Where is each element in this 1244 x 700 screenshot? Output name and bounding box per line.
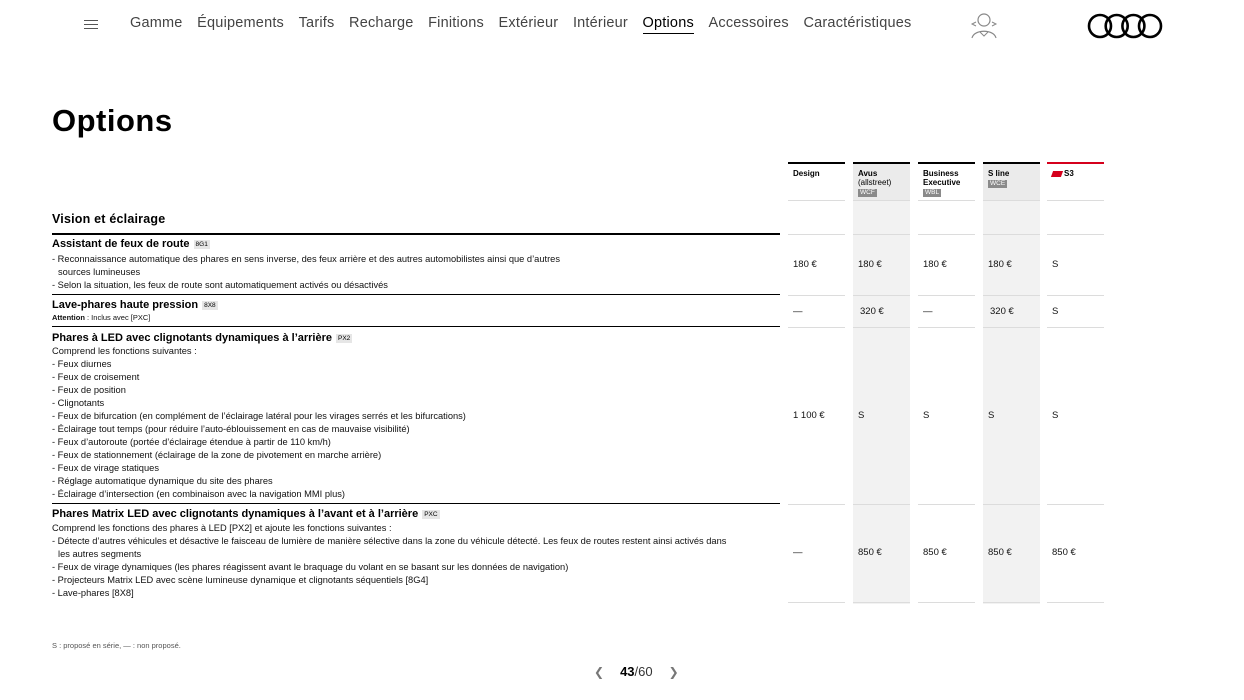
legend-footnote: S : proposé en série, — : non proposé. — [52, 641, 181, 650]
note-text: : Inclus avec [PXC] — [87, 313, 151, 322]
current-page: 43 — [620, 664, 635, 679]
column-separator — [788, 200, 845, 201]
description-line: - Réglage automatique dynamique du site des phares — [52, 476, 273, 486]
option-name: Assistant de feux de route — [52, 238, 190, 250]
column-separator — [918, 504, 975, 505]
description-line: - Lave-phares [8X8] — [52, 588, 134, 598]
column-separator — [853, 327, 910, 328]
column-separator — [983, 504, 1040, 505]
audi-logo-icon — [1087, 12, 1163, 40]
section-rule — [52, 233, 780, 235]
description-line: Comprend les fonctions des phares à LED [PX2] et ajoute les fonctions suivantes : — [52, 523, 392, 533]
column-header-s3 — [1047, 162, 1104, 200]
column-header-sline — [983, 162, 1040, 200]
option-description — [52, 253, 777, 292]
price-avus: 180 € — [858, 259, 882, 270]
option-note — [52, 313, 777, 323]
column-name: S line — [988, 169, 1010, 178]
price-design: — — [793, 547, 803, 558]
column-separator — [983, 234, 1040, 235]
column-separator — [853, 234, 910, 235]
description-line: - Éclairage d’intersection (en combinaison avec la navigation MMI plus) — [52, 489, 345, 499]
column-header-design — [788, 162, 845, 200]
nav-links — [130, 15, 926, 34]
option-name: Phares à LED avec clignotants dynamiques à l’arrière — [52, 332, 333, 344]
option-title — [52, 332, 352, 344]
column-separator — [853, 200, 910, 201]
nav-item-options[interactable]: Options — [643, 15, 694, 34]
column-separator — [1047, 295, 1104, 296]
column-separator — [918, 327, 975, 328]
column-separator — [788, 295, 845, 296]
nav-item-accessoires[interactable]: Accessoires — [708, 15, 789, 31]
column-name: Avus — [858, 169, 878, 178]
price-sline: 850 € — [988, 547, 1012, 558]
description-line: - Feux de croisement — [52, 372, 140, 382]
price-business-executive: 850 € — [923, 547, 947, 558]
row-separator — [52, 294, 780, 295]
price-business-executive: S — [923, 410, 930, 421]
price-avus: S — [858, 410, 865, 421]
page-title: Options — [52, 103, 173, 138]
option-code: 8X8 — [204, 301, 216, 309]
column-separator — [918, 295, 975, 296]
price-s3: S — [1052, 259, 1059, 270]
column-separator — [1047, 602, 1104, 603]
price-s3: S — [1052, 306, 1059, 317]
option-title — [52, 299, 218, 311]
description-line: Comprend les fonctions suivantes : — [52, 346, 197, 356]
description-line: - Clignotants — [52, 398, 105, 408]
column-code: WBL — [925, 189, 940, 196]
column-header-business-executive — [918, 162, 975, 200]
nav-item-recharge[interactable]: Recharge — [349, 15, 414, 31]
column-separator — [788, 327, 845, 328]
column-separator — [983, 200, 1040, 201]
pagination — [578, 664, 695, 679]
column-header-avus — [853, 162, 910, 200]
top-navigation — [0, 0, 1244, 50]
price-design: 180 € — [793, 259, 817, 270]
row-separator — [52, 503, 780, 504]
option-name: Phares Matrix LED avec clignotants dynamiques à l’avant et à l’arrière — [52, 508, 419, 520]
next-page-icon[interactable]: ❯ — [668, 665, 679, 679]
column-separator — [1047, 234, 1104, 235]
column-code: WCF — [860, 189, 875, 196]
column-name: Business Executive — [923, 169, 961, 187]
price-design: 1 100 € — [793, 410, 825, 421]
nav-item-finitions[interactable]: Finitions — [428, 15, 484, 31]
nav-item-tarifs[interactable]: Tarifs — [298, 15, 335, 31]
description-line: - Détecte d’autres véhicules et désactive le faisceau de lumière de manière sélective dans la zone du véhicule détecté. Les feux de routes restent ainsi activés dans — [52, 536, 727, 546]
column-subtitle: (allstreet) — [858, 178, 892, 187]
price-business-executive: — — [923, 306, 933, 317]
price-business-executive: 180 € — [923, 259, 947, 270]
column-separator — [853, 295, 910, 296]
column-separator — [853, 504, 910, 505]
option-code: PXC — [424, 510, 438, 518]
description-line: sources lumineuses — [58, 267, 141, 277]
price-sline: 320 € — [990, 306, 1014, 317]
price-design: — — [793, 306, 803, 317]
nav-item-caracteristiques[interactable]: Caractéristiques — [803, 15, 912, 31]
nav-item-gamme[interactable]: Gamme — [130, 15, 183, 31]
option-title — [52, 508, 440, 520]
column-separator — [918, 602, 975, 603]
description-line: - Feux de virage statiques — [52, 463, 159, 473]
section-title: Vision et éclairage — [52, 212, 166, 226]
menu-icon[interactable] — [84, 20, 98, 30]
column-name: Design — [793, 169, 820, 178]
dealer-contact-icon[interactable] — [968, 10, 1000, 40]
nav-item-equipements[interactable]: Équipements — [197, 15, 285, 31]
column-separator — [788, 234, 845, 235]
total-pages: /60 — [634, 664, 653, 679]
column-separator — [788, 602, 845, 603]
nav-item-exterieur[interactable]: Extérieur — [498, 15, 559, 31]
column-separator — [1047, 200, 1104, 201]
option-description — [52, 522, 777, 600]
previous-page-icon[interactable]: ❮ — [594, 665, 605, 679]
nav-item-interieur[interactable]: Intérieur — [572, 15, 628, 31]
description-line: - Feux de bifurcation (en complément de l’éclairage latéral pour les virages serrés et les bifurcations) — [52, 411, 466, 421]
description-line: - Selon la situation, les feux de route sont automatiquement activés ou désactivés — [52, 280, 388, 290]
price-avus: 320 € — [860, 306, 884, 317]
description-line: - Projecteurs Matrix LED avec scène lumineuse dynamique et clignotants séquentiels [8G4] — [52, 575, 429, 585]
column-separator — [1047, 327, 1104, 328]
description-line: - Feux diurnes — [52, 359, 112, 369]
price-s3: 850 € — [1052, 547, 1076, 558]
column-separator — [983, 602, 1040, 603]
option-code: PX2 — [338, 334, 351, 342]
description-line: - Reconnaissance automatique des phares en sens inverse, des feux arrière et des autres automobilistes ainsi que d’autres — [52, 254, 561, 264]
column-separator — [788, 504, 845, 505]
column-separator — [983, 295, 1040, 296]
option-description — [52, 345, 777, 501]
column-name: S3 — [1064, 169, 1074, 178]
description-line: - Feux de virage dynamiques (les phares réagissent avant le braquage du volant en se basant sur les données de navigation) — [52, 562, 569, 572]
option-name: Lave-phares haute pression — [52, 299, 199, 311]
column-separator — [918, 234, 975, 235]
column-separator — [983, 327, 1040, 328]
description-line: - Feux de stationnement (éclairage de la zone de pivotement en marche arrière) — [52, 450, 382, 460]
price-s3: S — [1052, 410, 1059, 421]
price-sline: S — [988, 410, 995, 421]
column-separator — [1047, 504, 1104, 505]
description-line: - Feux d’autoroute (portée d’éclairage étendue à partir de 110 km/h) — [52, 437, 331, 447]
price-avus: 850 € — [858, 547, 882, 558]
note-label: Attention — [52, 313, 85, 322]
description-line: - Feux de position — [52, 385, 126, 395]
column-separator — [918, 200, 975, 201]
description-line: - Éclairage tout temps (pour réduire l’auto-éblouissement en cas de mauvaise visibilité) — [52, 424, 410, 434]
option-code: 8G1 — [195, 240, 208, 248]
option-title — [52, 238, 210, 250]
row-separator — [52, 326, 780, 327]
description-line: les autres segments — [58, 549, 142, 559]
s-model-badge-icon — [1051, 171, 1063, 177]
column-code: WCE — [990, 180, 1006, 187]
price-sline: 180 € — [988, 259, 1012, 270]
column-separator — [853, 602, 910, 603]
